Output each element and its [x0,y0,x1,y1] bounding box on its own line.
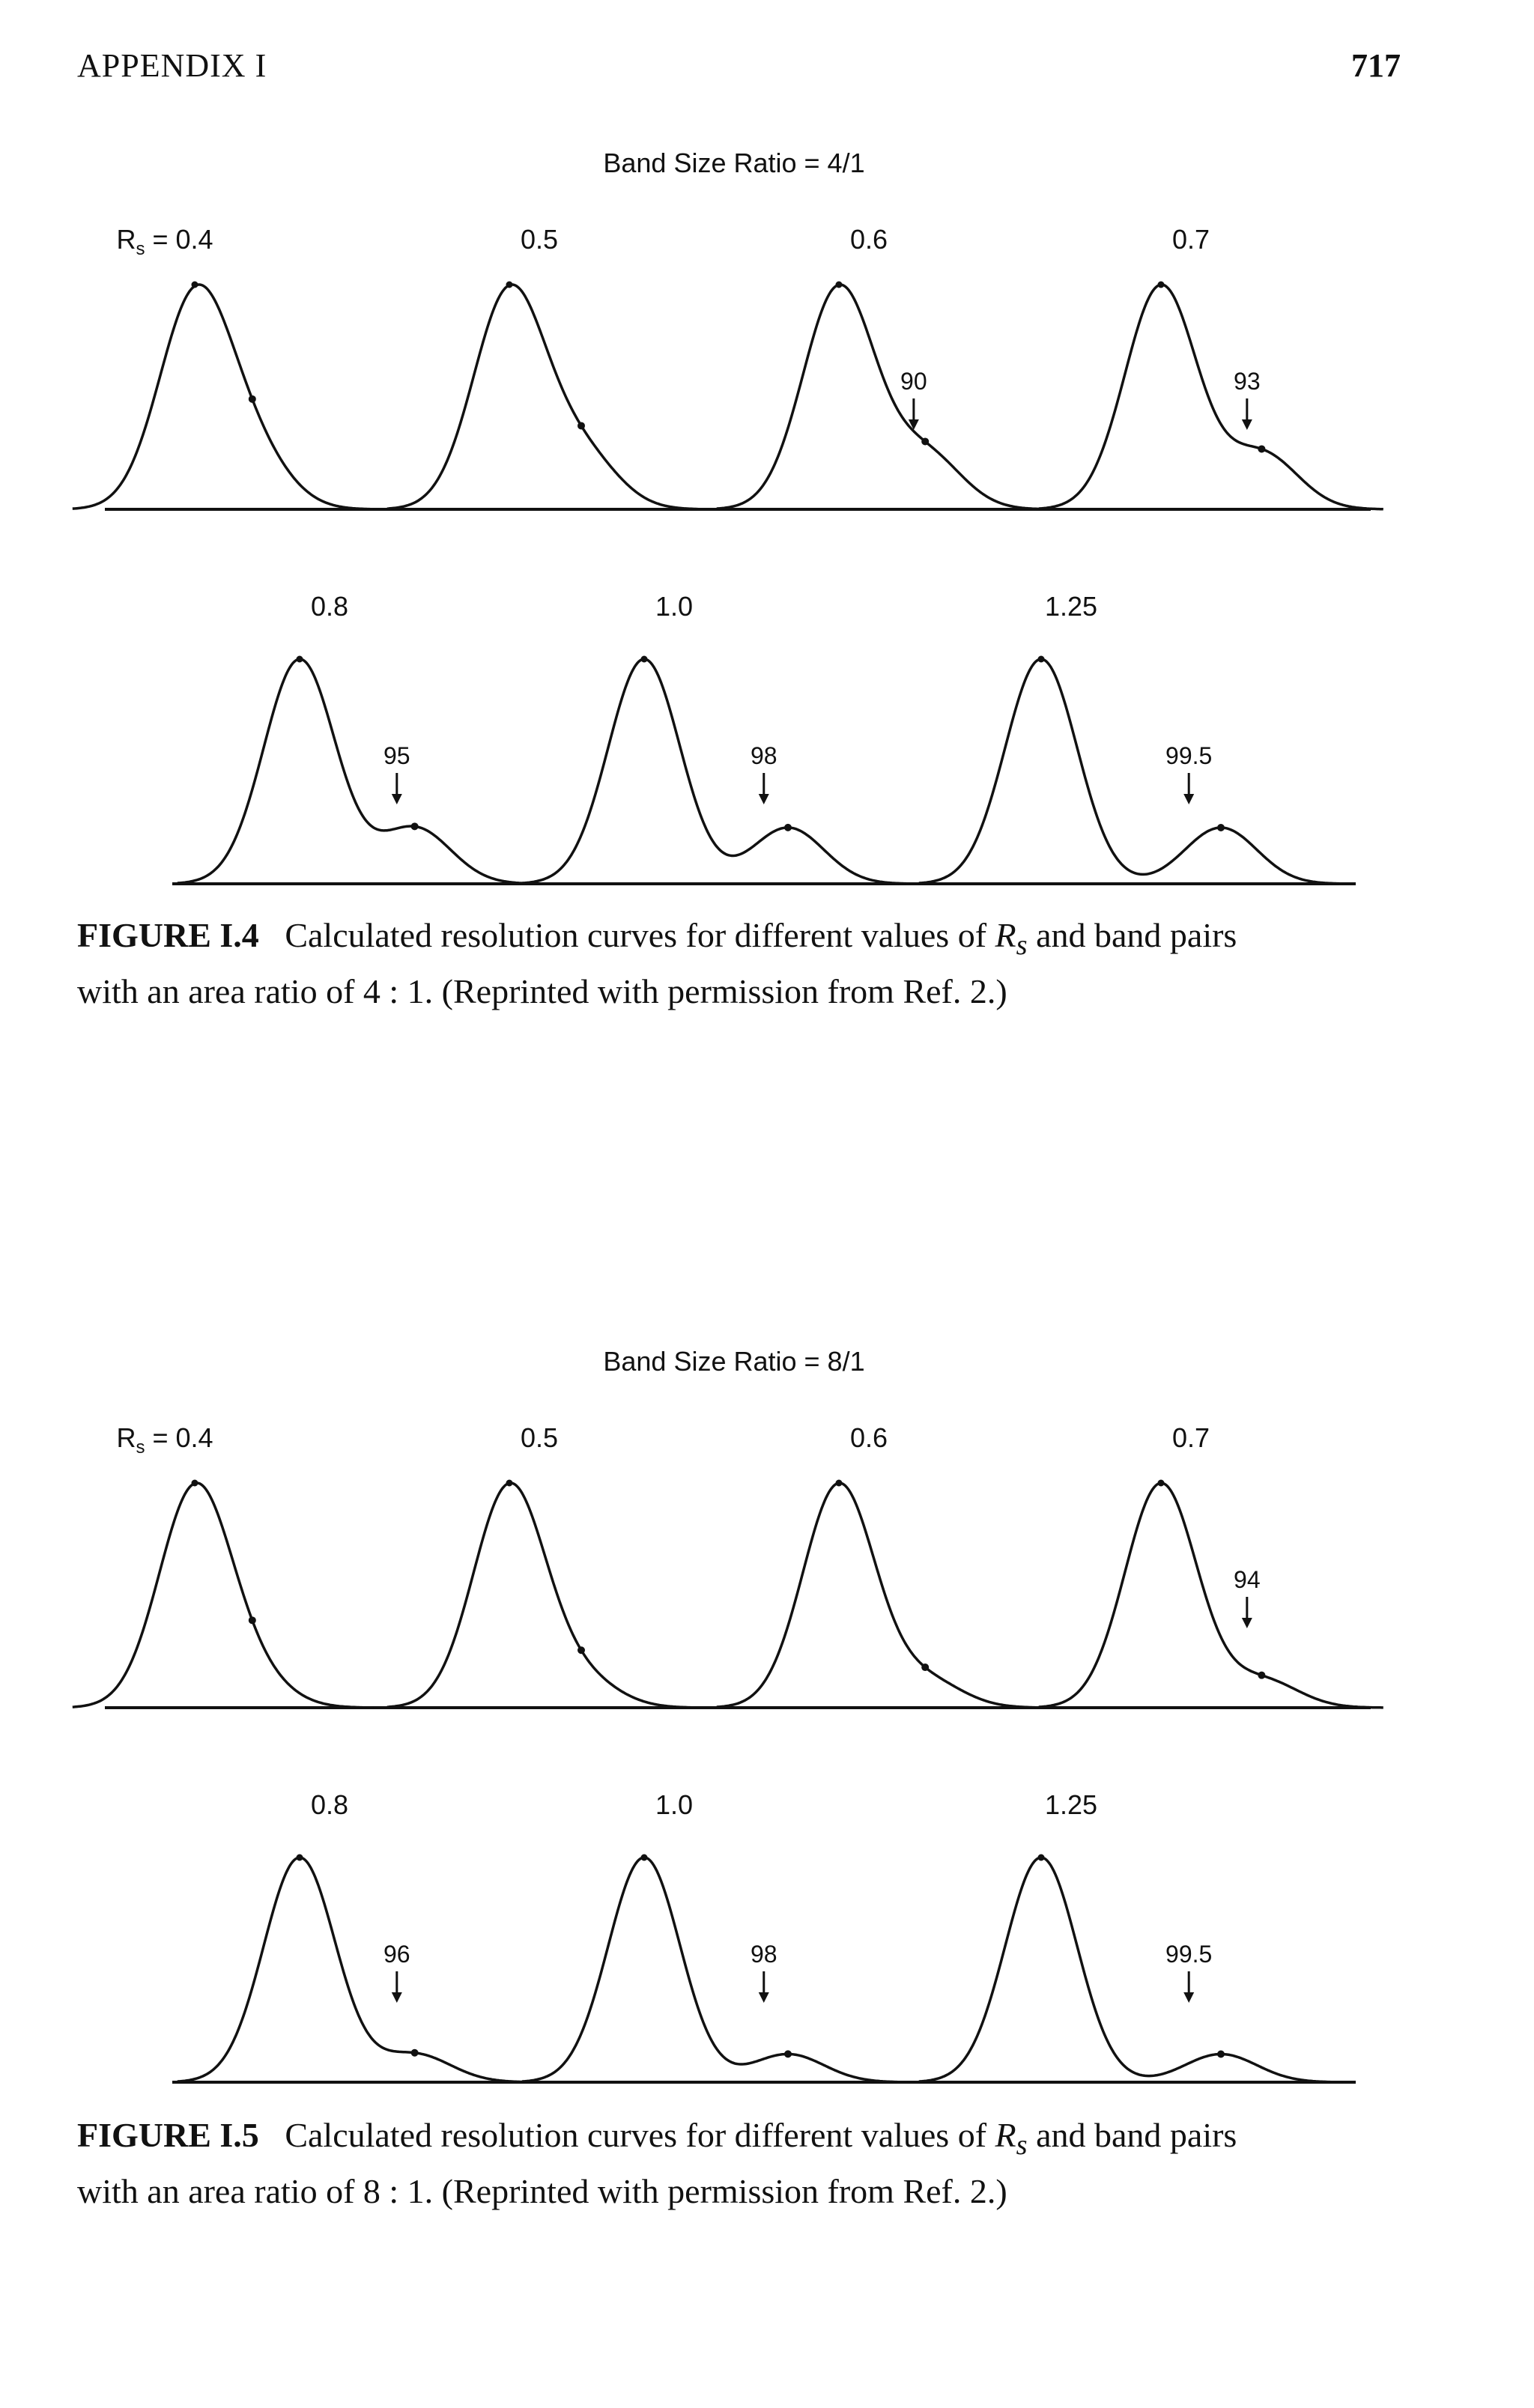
minor-band-marker [249,1616,256,1624]
peak-marker [192,1480,198,1487]
minor-band-marker [784,824,792,831]
figure-i4-caption-rs: $R_s$ [995,916,1028,962]
resolution-curve-rs-0.4 [73,285,374,509]
resolution-curve-rs-0.7 [1039,285,1383,509]
figure-i4-caption-text: Calculated resolution curves for different values of [285,916,987,954]
valley-arrowhead [759,1992,769,2003]
figure-i5-caption-text: Calculated resolution curves for different values of [285,2116,987,2154]
peak-marker [641,656,648,663]
valley-arrowhead [1242,419,1252,430]
rs-label: 1.25 [1044,591,1098,622]
peak-marker [1158,282,1165,288]
rs-label: 0.6 [849,224,888,255]
peak-marker [1038,656,1045,663]
peak-marker [641,1854,648,1861]
figure-i5-label: FIGURE I.5 [77,2116,259,2154]
peak-marker [1038,1854,1045,1861]
peak-marker [506,282,513,288]
peak-marker [297,1854,303,1861]
minor-band-marker [784,2050,792,2057]
figure-i4-plot [0,127,1534,899]
resolution-curve-rs-0.5 [387,1483,703,1708]
resolution-curve-rs-0.8 [178,1857,537,2082]
valley-percent-label: 98 [750,1941,777,1968]
rs-label: 1.0 [655,591,694,622]
minor-band-marker [921,437,929,445]
minor-band-marker [1217,2050,1225,2057]
resolution-curve-rs-0.6 [717,1483,1046,1708]
peak-marker [836,1480,843,1487]
minor-band-marker [1217,824,1225,831]
figure-i5-caption [77,2112,1403,2215]
resolution-curve-rs-0.4 [73,1483,374,1708]
rs-label: 0.7 [1171,224,1210,255]
figure-i4-caption-text-after: and band pairs [1036,916,1237,954]
valley-percent-label: 95 [384,742,410,769]
minor-band-marker [577,422,585,429]
figure-i5-plot [0,1326,1534,2097]
band-size-ratio-title: Band Size Ratio = 4/1 [603,148,865,178]
rs-label: 0.8 [310,1789,349,1820]
figure-i5-caption-rs: $R_s$ [995,2116,1028,2162]
resolution-curve-rs-0.6 [717,285,1046,509]
valley-percent-label: 96 [384,1941,410,1968]
valley-arrowhead [1242,1618,1252,1628]
resolution-curve-rs-0.8 [178,659,537,884]
figure-i4-caption [77,912,1403,1015]
valley-percent-label: 99.5 [1165,742,1213,769]
rs-label: $R_s = 0.4$ [116,224,213,259]
valley-arrowhead [392,1992,402,2003]
resolution-curve-rs-1.25 [919,659,1343,884]
valley-percent-label: 90 [900,368,927,395]
minor-band-marker [1258,1672,1265,1679]
minor-band-marker [411,2049,419,2057]
rs-label: 0.5 [520,1422,559,1453]
rs-label: 0.8 [310,591,349,622]
minor-band-marker [411,822,419,830]
page-number: 717 [1351,47,1401,84]
peak-marker [297,656,303,663]
resolution-curve-rs-1.0 [522,659,910,884]
resolution-curve-rs-1.25 [919,1857,1343,2082]
running-head: APPENDIX I [77,47,267,84]
valley-arrowhead [759,794,769,804]
peak-marker [506,1480,513,1487]
peak-marker [192,282,198,288]
band-size-ratio-title: Band Size Ratio = 8/1 [603,1346,865,1377]
valley-arrowhead [1183,1992,1194,2003]
resolution-curve-rs-0.7 [1039,1483,1383,1708]
valley-percent-label: 98 [750,742,777,769]
rs-label: 0.6 [849,1422,888,1453]
resolution-curve-rs-1.0 [522,1857,910,2082]
minor-band-marker [249,395,256,403]
rs-label: $R_s = 0.4$ [116,1422,213,1458]
valley-percent-label: 94 [1234,1566,1261,1593]
resolution-curve-rs-0.5 [387,285,703,509]
rs-label: 1.25 [1044,1789,1098,1820]
peak-marker [1158,1480,1165,1487]
rs-label: 0.7 [1171,1422,1210,1453]
valley-arrowhead [1183,794,1194,804]
minor-band-marker [577,1646,585,1654]
peak-marker [836,282,843,288]
figure-i5-caption-line2: with an area ratio of 8 : 1. (Reprinted with permission from Ref. 2.) [77,2172,1007,2211]
figure-i4-caption-line2: with an area ratio of 4 : 1. (Reprinted with permission from Ref. 2.) [77,972,1007,1011]
valley-percent-label: 99.5 [1165,1941,1213,1968]
minor-band-marker [1258,445,1265,452]
rs-label: 1.0 [655,1789,694,1820]
rs-label: 0.5 [520,224,559,255]
minor-band-marker [921,1664,929,1671]
figure-i4-label: FIGURE I.4 [77,916,259,954]
valley-arrowhead [392,794,402,804]
valley-percent-label: 93 [1234,368,1261,395]
figure-i5-caption-text-after: and band pairs [1036,2116,1237,2154]
